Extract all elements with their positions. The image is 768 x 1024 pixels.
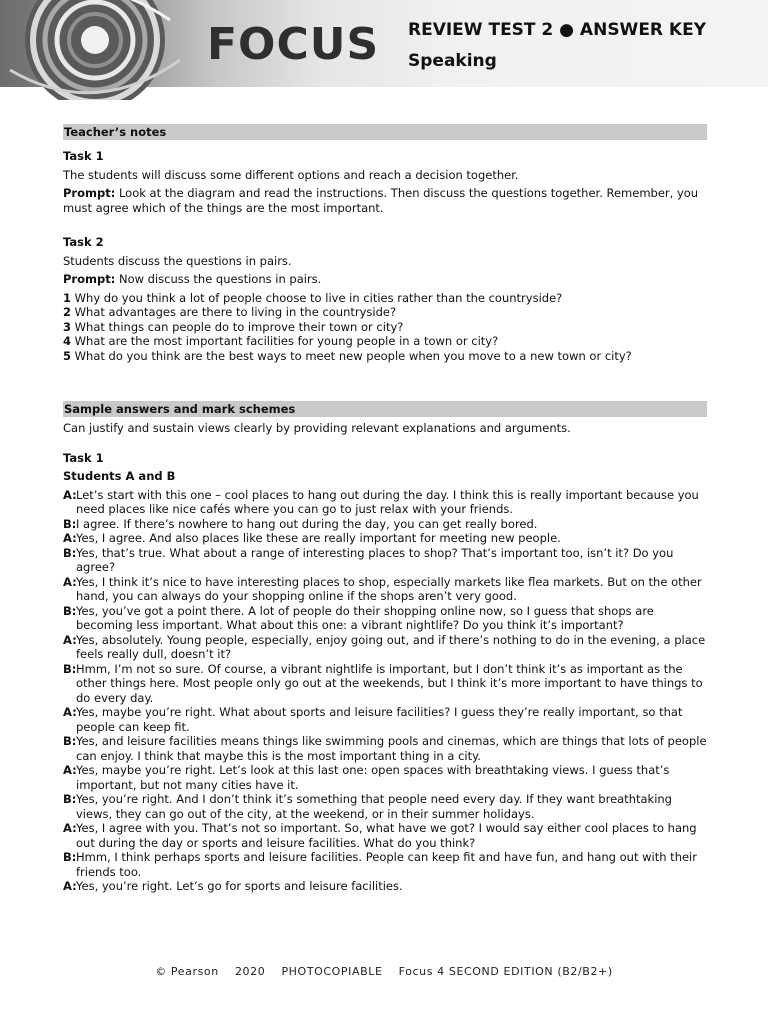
list-item: 3 What things can people do to improve their town or city?: [63, 319, 404, 334]
dialogue-line: A: Yes, maybe you’re right. What about sports and leisure facilities? I guess they’re really important, so that people can keep fit.: [63, 705, 683, 734]
dialogue-line: B: I agree. If there’s nowhere to hang out during the day, you can get really bored.: [63, 516, 538, 531]
dialogue-line: B: Hmm, I think perhaps sports and leisure facilities. People can keep fit and have fun, and hang out with their friends too.: [63, 850, 697, 879]
list-item: 5 What do you think are the best ways to meet new people when you move to a new town or city?: [63, 348, 632, 363]
dialogue-line: B: Yes, you’ve got a point there. A lot of people do their shopping online now, so I guess that shops are becoming less important. What about this one: a vibrant nightlife? Do you think it’s important?: [63, 603, 654, 632]
sample-task-title: Task 1: [63, 450, 104, 465]
page-header: [0, 0, 768, 87]
dialogue-line: B: Yes, you’re right. And I don’t think it’s something that people need every day. If they want breathtaking views, they can go out of the city, at the weekend, or in their summer holidays.: [63, 792, 672, 821]
dialogue-line: B: Yes, and leisure facilities means things like swimming pools and cinemas, which are things that lots of people can enjoy. I think that maybe this is the most important thing in a city.: [63, 734, 707, 763]
page-subtitle: Speaking: [408, 51, 497, 71]
dialogue-line: B: Hmm, I’m not so sure. Of course, a vibrant nightlife is important, but I don’t think it’s as important as the other things here. Most people only go out at the weekends, but I think it’s more important to have things to do every day.: [63, 661, 703, 705]
dialogue-line: A: Yes, I agree with you. That’s not so important. So, what have we got? I would say either cool places to hang out during the day or sports and leisure facilities. What do you think?: [63, 821, 697, 850]
dialogue-line: B: Yes, that’s true. What about a range of interesting places to shop? That’s important too, isn’t it? Do you agree?: [63, 545, 674, 574]
mark-scheme-intro: Can justify and sustain views clearly by providing relevant explanations and arguments.: [63, 421, 571, 435]
footer-copyright: © Pearson: [155, 965, 219, 978]
document-body: [63, 124, 707, 894]
task2-text: Students discuss the questions in pairs.: [63, 253, 292, 268]
section-heading-sample-answers: Sample answers and mark schemes: [63, 401, 707, 417]
section-heading-teachers-notes: Teacher’s notes: [63, 124, 707, 140]
page-footer: [0, 965, 768, 978]
focus-logo-swirl-icon: [0, 0, 195, 100]
task1-title: Task 1: [63, 149, 104, 163]
prompt-text: Now discuss the questions in pairs.: [115, 272, 322, 286]
page-title: REVIEW TEST 2 ● ANSWER KEY: [408, 20, 707, 40]
focus-logo: FOCUS: [207, 19, 380, 70]
prompt-text: Look at the diagram and read the instructions. Then discuss the questions together. Remember, you must agree which of the things are the most important.: [63, 186, 699, 215]
task2-title: Task 2: [63, 235, 104, 249]
list-item: 2 What advantages are there to living in the countryside?: [63, 305, 397, 319]
dialogue-line: A: Yes, you’re right. Let’s go for sports and leisure facilities.: [63, 879, 403, 893]
prompt-label: Prompt:: [63, 272, 116, 286]
footer-year: 2020: [234, 965, 266, 978]
dialogue-line: A: Yes, maybe you’re right. Let’s look at this last one: open spaces with breathtaking views. I guess that’s important, but not many cities have it.: [63, 763, 670, 792]
students-label: Students A and B: [63, 469, 176, 483]
list-item: 4 What are the most important facilities for young people in a town or city?: [63, 334, 499, 348]
dialogue: [63, 488, 707, 894]
list-item: 1 Why do you think a lot of people choose to live in cities rather than the countryside?: [63, 290, 563, 305]
task1-prompt: [63, 186, 707, 215]
prompt-label: Prompt:: [63, 186, 116, 200]
dialogue-line: A: Yes, I agree. And also places like these are really important for meeting new people.: [63, 531, 561, 545]
dialogue-line: A: Let’s start with this one – cool places to hang out during the day. I think this is really important because you need places like nice cafés where you can go to just relax with your friends.: [63, 487, 699, 516]
task1-text: The students will discuss some different options and reach a decision together.: [63, 167, 519, 182]
task2-prompt: [63, 272, 707, 287]
footer-edition: Focus 4 SECOND EDITION (B2/B2+): [398, 965, 613, 978]
dialogue-line: A: Yes, absolutely. Young people, especially, enjoy going out, and if there’s nothing to do in the evening, a place feels really dull, doesn’t it?: [63, 632, 706, 661]
dialogue-line: A: Yes, I think it’s nice to have interesting places to shop, especially markets like flea markets. But on the other hand, you can always do your shopping online if the shops aren’t very good.: [63, 574, 702, 603]
footer-photocopiable: PHOTOCOPIABLE: [281, 965, 383, 978]
question-list: [63, 291, 707, 364]
